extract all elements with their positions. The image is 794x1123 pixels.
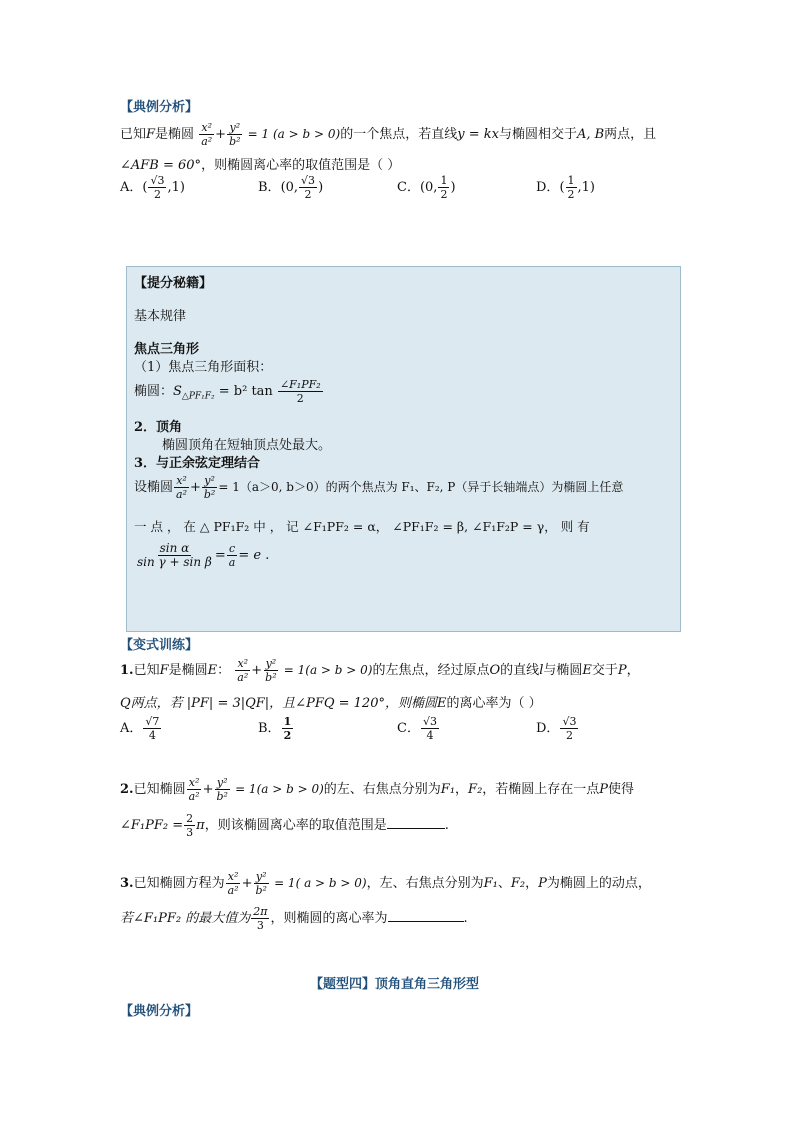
text: 已知椭圆方程为 bbox=[133, 876, 225, 891]
q1-option-b bbox=[258, 715, 294, 742]
tip-item2-title: 2．顶角 bbox=[134, 420, 183, 435]
q1-option-c bbox=[397, 715, 440, 742]
q1-option-d bbox=[536, 715, 579, 742]
var: F bbox=[159, 663, 169, 678]
question-number: 2. bbox=[120, 782, 134, 797]
option-label: D． bbox=[536, 721, 560, 736]
var: E bbox=[582, 663, 592, 678]
frac-den: 4 bbox=[148, 729, 156, 742]
frac-num: 1 bbox=[567, 174, 575, 187]
fraction bbox=[174, 474, 189, 501]
equals: = bbox=[214, 548, 226, 563]
frac-num: x² bbox=[227, 870, 239, 883]
frac-den: a bbox=[228, 556, 236, 569]
fraction bbox=[199, 121, 214, 148]
q2-line1 bbox=[120, 776, 634, 803]
section-heading-example: 【典例分析】 bbox=[120, 100, 199, 115]
text: = e . bbox=[238, 548, 270, 563]
q-text: 两点，且 bbox=[604, 127, 657, 142]
option-d bbox=[536, 174, 595, 201]
answer-blank[interactable] bbox=[387, 816, 445, 829]
text: ， bbox=[626, 663, 640, 678]
frac-num: √3 bbox=[562, 715, 577, 728]
condition: = 1 (a > b > 0) bbox=[247, 127, 341, 141]
text: Q两点，若 |PF| = 3|QF|，且∠PFQ = 120°，则椭圆 bbox=[120, 696, 437, 711]
q-text: 是椭圆 bbox=[155, 127, 195, 142]
var: P bbox=[617, 663, 627, 678]
text: 为椭圆上的动点， bbox=[546, 876, 651, 891]
frac-num: 1 bbox=[440, 174, 448, 187]
frac-num: sin α bbox=[159, 541, 190, 555]
section-type-title: 【题型四】顶角直角三角形型 bbox=[310, 977, 480, 992]
tip-heading: 【提分秘籍】 bbox=[134, 276, 213, 291]
fraction bbox=[187, 776, 202, 803]
option-label: B． bbox=[258, 180, 281, 195]
text: ，左、右焦点分别为 bbox=[366, 876, 484, 891]
frac-den: a² bbox=[176, 488, 187, 501]
paren: (0, bbox=[419, 180, 438, 195]
var: P bbox=[599, 782, 609, 797]
frac-den: sin γ + sin β bbox=[137, 555, 212, 569]
text: ： bbox=[217, 663, 231, 678]
fraction bbox=[263, 657, 278, 684]
plus-sign: + bbox=[189, 480, 201, 495]
frac-den: a² bbox=[227, 884, 239, 897]
section-heading-example-2: 【典例分析】 bbox=[120, 1004, 199, 1019]
var: E bbox=[207, 663, 218, 678]
plus-sign: + bbox=[215, 127, 227, 142]
tip-focal-title: 焦点三角形 bbox=[134, 342, 200, 357]
q3-line1 bbox=[120, 870, 651, 897]
plus-sign: + bbox=[241, 876, 253, 891]
paren: (0, bbox=[280, 180, 299, 195]
tip-line1 bbox=[134, 474, 623, 501]
text: 的左焦点，经过原点 bbox=[372, 663, 490, 678]
tip-line2: 一 点 ， 在 △ PF₁F₂ 中 ， 记 ∠F₁PF₂ = α， ∠PF₁F₂ = β, ∠F₁F₂P = γ， 则 有 bbox=[134, 519, 590, 534]
frac-num: x² bbox=[201, 121, 212, 134]
question-number: 3. bbox=[120, 876, 134, 891]
q3-line2 bbox=[120, 905, 468, 932]
var: E bbox=[436, 696, 447, 711]
frac-den: b² bbox=[229, 135, 241, 148]
option-c bbox=[397, 174, 456, 201]
q1-line2 bbox=[120, 692, 542, 711]
paren: ,1) bbox=[167, 180, 185, 195]
text: 使得 bbox=[608, 782, 635, 797]
frac-num: 2 bbox=[186, 812, 194, 825]
paren: ) bbox=[318, 180, 324, 195]
text: ，则椭圆的离心率为 bbox=[270, 911, 388, 926]
frac-den: 2 bbox=[283, 729, 292, 742]
fraction bbox=[148, 174, 166, 201]
line-eq: y = kx bbox=[457, 127, 499, 142]
frac-num: 1 bbox=[283, 715, 292, 728]
frac-num: y² bbox=[229, 121, 241, 134]
q-text: ，则椭圆离心率的取值范围是（ ） bbox=[201, 158, 401, 173]
formula-middle: = b² tan bbox=[218, 384, 273, 399]
frac-den: b² bbox=[265, 671, 277, 684]
frac-den: a² bbox=[201, 135, 213, 148]
q1-option-a bbox=[120, 715, 162, 742]
frac-num: c bbox=[228, 542, 236, 555]
tip-item2-text: 椭圆顶角在短轴顶点处最大。 bbox=[162, 438, 332, 453]
frac-den: 3 bbox=[256, 919, 264, 932]
var: F₂ bbox=[468, 782, 483, 797]
text: 的左、右焦点分别为 bbox=[323, 782, 441, 797]
condition: = 1( a > b > 0) bbox=[274, 876, 367, 890]
fraction bbox=[299, 174, 317, 201]
option-a bbox=[120, 174, 185, 201]
fraction bbox=[135, 542, 214, 569]
condition: = 1(a > b > 0) bbox=[235, 782, 324, 796]
q-text: 与椭圆相交于 bbox=[498, 127, 577, 142]
option-b bbox=[258, 174, 323, 201]
example-question-line1 bbox=[120, 121, 656, 148]
tip-basic-rule: 基本规律 bbox=[134, 309, 187, 324]
text: 已知椭圆 bbox=[133, 782, 186, 797]
text: . bbox=[444, 818, 449, 833]
frac-den: a² bbox=[237, 671, 249, 684]
frac-num: √3 bbox=[150, 174, 165, 187]
option-label: B． bbox=[258, 721, 281, 736]
fraction bbox=[202, 474, 217, 501]
frac-den: 2 bbox=[304, 188, 312, 201]
option-label: A． bbox=[120, 180, 143, 195]
fraction bbox=[438, 174, 449, 201]
paren: ,1) bbox=[577, 180, 595, 195]
angle-condition: ∠AFB = 60° bbox=[120, 158, 202, 173]
frac-den: 2 bbox=[440, 188, 448, 201]
text: 的离心率为（ ） bbox=[446, 696, 542, 711]
q2-line2 bbox=[120, 812, 449, 839]
option-label: C． bbox=[397, 180, 420, 195]
tip-line3 bbox=[134, 542, 269, 569]
text: = 1（a＞0, b＞0）的两个焦点为 F₁、F₂, P（异于长轴端点）为椭圆上任意 bbox=[218, 480, 624, 494]
var: F₂ bbox=[510, 876, 526, 891]
fraction bbox=[282, 715, 294, 742]
text: ∠F₁PF₂ = bbox=[120, 818, 184, 833]
fraction bbox=[278, 378, 323, 405]
plus-sign: + bbox=[202, 782, 214, 797]
fraction bbox=[214, 776, 229, 803]
fraction bbox=[143, 715, 161, 742]
frac-den: b² bbox=[203, 488, 216, 501]
area-subscript: △PF₁F₂ bbox=[181, 391, 215, 402]
paren: ) bbox=[450, 180, 456, 195]
frac-num: 2π bbox=[253, 905, 268, 918]
text: 、 bbox=[497, 876, 511, 891]
frac-num: x² bbox=[188, 776, 200, 789]
frac-num: y² bbox=[255, 870, 267, 883]
fraction bbox=[421, 715, 439, 742]
question-number: 1. bbox=[120, 663, 134, 678]
points: A, B bbox=[576, 127, 605, 142]
text: 设椭圆 bbox=[134, 480, 174, 495]
frac-num: y² bbox=[204, 474, 215, 487]
area-symbol: S bbox=[173, 384, 182, 399]
paren: ( bbox=[559, 180, 565, 195]
option-label: C． bbox=[397, 721, 420, 736]
frac-num: ∠F₁PF₂ bbox=[279, 378, 321, 391]
option-label: A． bbox=[120, 721, 143, 736]
fraction bbox=[226, 870, 241, 897]
fraction bbox=[566, 174, 577, 201]
var: P bbox=[538, 876, 547, 891]
frac-num: √3 bbox=[422, 715, 437, 728]
text: ， bbox=[455, 782, 469, 797]
frac-den: 2 bbox=[565, 729, 573, 742]
text: 与椭圆 bbox=[543, 663, 583, 678]
section-heading-practice: 【变式训练】 bbox=[120, 638, 199, 653]
frac-den: 2 bbox=[153, 188, 161, 201]
var: O bbox=[489, 663, 501, 678]
q-text: 的一个焦点，若直线 bbox=[340, 127, 458, 142]
fraction bbox=[235, 657, 250, 684]
tip-item1: （1）焦点三角形面积： bbox=[134, 360, 273, 375]
text: 已知 bbox=[133, 663, 160, 678]
frac-num: x² bbox=[237, 657, 249, 670]
plus-sign: + bbox=[251, 663, 263, 678]
fraction bbox=[227, 121, 242, 148]
frac-num: √3 bbox=[301, 174, 316, 187]
frac-den: b² bbox=[216, 790, 228, 803]
fraction bbox=[184, 812, 195, 839]
frac-den: 4 bbox=[426, 729, 434, 742]
example-question-line2 bbox=[120, 154, 400, 173]
frac-den: a² bbox=[188, 790, 200, 803]
tip-item3-title: 3．与正余弦定理结合 bbox=[134, 456, 261, 471]
text: ， bbox=[525, 876, 539, 891]
text: 是椭圆 bbox=[168, 663, 208, 678]
text: ，则该椭圆离心率的取值范围是 bbox=[204, 818, 387, 833]
text: . bbox=[463, 911, 468, 926]
paren: ( bbox=[142, 180, 148, 195]
text: ，若椭圆上存在一点 bbox=[482, 782, 600, 797]
frac-den: b² bbox=[255, 884, 267, 897]
fraction bbox=[227, 542, 238, 569]
q-var-F: F bbox=[146, 127, 156, 142]
tip-area-formula bbox=[134, 378, 324, 405]
var: l bbox=[539, 663, 544, 678]
frac-num: √7 bbox=[145, 715, 160, 728]
fraction bbox=[251, 905, 269, 932]
q-text: 已知 bbox=[120, 127, 147, 142]
frac-num: x² bbox=[176, 474, 187, 487]
pi-symbol: π bbox=[196, 818, 205, 833]
q1-line1 bbox=[120, 657, 640, 684]
text: 的直线 bbox=[500, 663, 540, 678]
label: 椭圆： bbox=[134, 384, 174, 399]
frac-den: 3 bbox=[186, 826, 194, 839]
fraction bbox=[560, 715, 578, 742]
frac-num: y² bbox=[216, 776, 228, 789]
fraction bbox=[253, 870, 268, 897]
var: F₁ bbox=[440, 782, 456, 797]
answer-blank[interactable] bbox=[388, 909, 464, 922]
text: 交于 bbox=[591, 663, 618, 678]
option-label: D． bbox=[536, 180, 560, 195]
text: 若∠F₁PF₂ 的最大值为 bbox=[120, 911, 251, 926]
frac-den: 2 bbox=[296, 392, 304, 405]
condition: = 1(a > b > 0) bbox=[283, 663, 373, 677]
frac-num: y² bbox=[265, 657, 277, 670]
var: F₁ bbox=[483, 876, 498, 891]
frac-den: 2 bbox=[567, 188, 575, 201]
